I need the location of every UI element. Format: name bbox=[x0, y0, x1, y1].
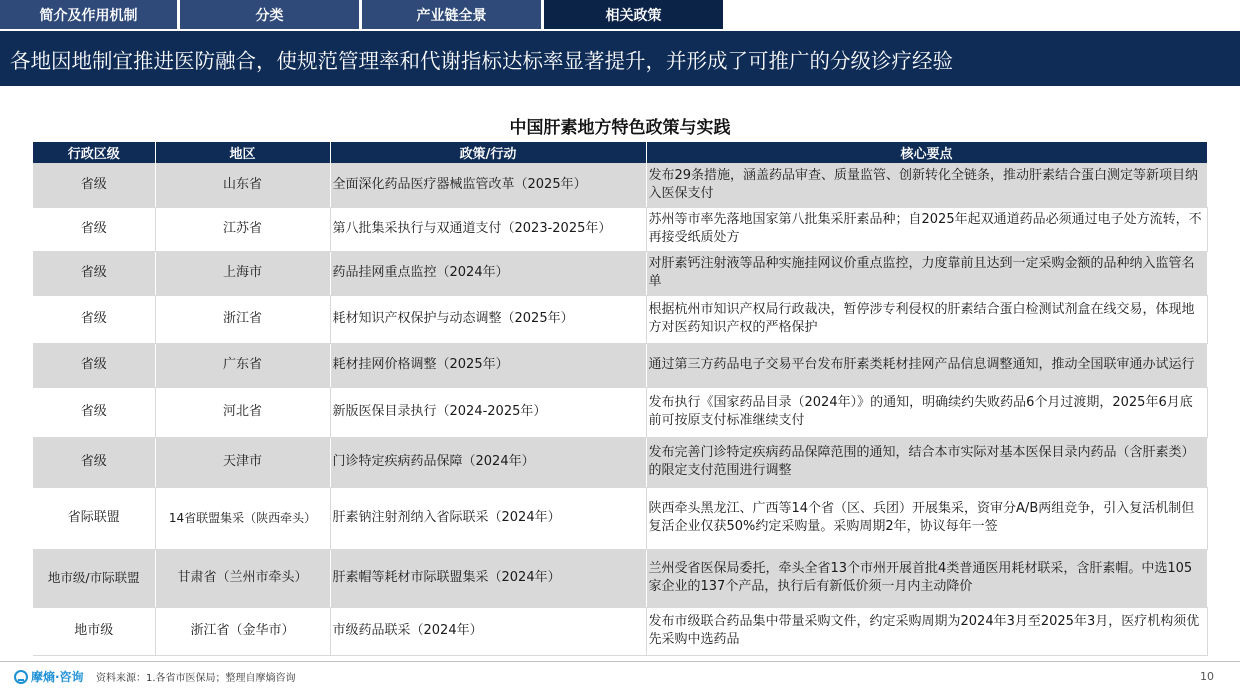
cell-level: 省级 bbox=[33, 387, 155, 437]
header-level: 行政区级 bbox=[33, 142, 155, 163]
source-note: 资料来源：1.各省市医保局；整理自摩熵咨询 bbox=[96, 673, 296, 684]
cell-policy: 全面深化药品医疗器械监管改革（2025年） bbox=[330, 163, 646, 207]
cell-policy: 耗材知识产权保护与动态调整（2025年） bbox=[330, 295, 646, 343]
cell-policy: 新版医保目录执行（2024-2025年） bbox=[330, 387, 646, 437]
tab-industry-chain[interactable]: 产业链全景 bbox=[362, 0, 541, 29]
cell-region: 广东省 bbox=[155, 343, 330, 387]
cell-level: 省级 bbox=[33, 343, 155, 387]
table-row bbox=[33, 387, 1207, 437]
cell-level: 地市级 bbox=[33, 607, 155, 655]
cell-key-points: 陕西牵头黑龙江、广西等14个省（区、兵团）开展集采，资审分A/B两组竞争，引入复活机制但复活企业仅获50%约定采购量。采购周期2年，协议每年一签 bbox=[646, 487, 1207, 549]
cell-key-points: 通过第三方药品电子交易平台发布肝素类耗材挂网产品信息调整通知，推动全国联审通办试运行 bbox=[646, 343, 1207, 387]
tab-policy[interactable]: 相关政策 bbox=[544, 0, 723, 29]
cell-key-points: 对肝素钙注射液等品种实施挂网议价重点监控，力度靠前且达到一定采购金额的品种纳入监管名单 bbox=[646, 251, 1207, 295]
cell-key-points: 发布执行《国家药品目录（2024年）》的通知，明确续约失败药品6个月过渡期，2025年6月底前可按原支付标准继续支付 bbox=[646, 387, 1207, 437]
tab-classification[interactable]: 分类 bbox=[180, 0, 359, 29]
cell-key-points: 兰州受省医保局委托，牵头全省13个市州开展首批4类普通医用耗材联采，含肝素帽。中选105家企业的137个产品，执行后有新低价须一月内主动降价 bbox=[646, 549, 1207, 607]
cell-policy: 耗材挂网价格调整（2025年） bbox=[330, 343, 646, 387]
header-key-points: 核心要点 bbox=[646, 142, 1207, 163]
policy-table bbox=[33, 142, 1208, 656]
cell-policy: 肝素钠注射剂纳入省际联采（2024年） bbox=[330, 487, 646, 549]
brand-logo bbox=[14, 668, 84, 685]
cell-region: 浙江省 bbox=[155, 295, 330, 343]
cell-policy: 市级药品联采（2024年） bbox=[330, 607, 646, 655]
logo-text: 摩熵·咨询 bbox=[31, 670, 84, 684]
table-row bbox=[33, 487, 1207, 549]
cell-region: 上海市 bbox=[155, 251, 330, 295]
top-tabs bbox=[0, 0, 726, 29]
cell-key-points: 根据杭州市知识产权局行政裁决，暂停涉专利侵权的肝素结合蛋白检测试剂盒在线交易，体现地方对医药知识产权的严格保护 bbox=[646, 295, 1207, 343]
cell-policy: 药品挂网重点监控（2024年） bbox=[330, 251, 646, 295]
table-row bbox=[33, 549, 1207, 607]
table-row bbox=[33, 437, 1207, 487]
cell-region: 江苏省 bbox=[155, 207, 330, 251]
cell-key-points: 发布完善门诊特定疾病药品保障范围的通知，结合本市实际对基本医保目录内药品（含肝素类）的限定支付范围进行调整 bbox=[646, 437, 1207, 487]
table-row bbox=[33, 295, 1207, 343]
table-row bbox=[33, 251, 1207, 295]
logo-icon bbox=[14, 670, 28, 684]
cell-level: 省级 bbox=[33, 163, 155, 207]
table-title: 中国肝素地方特色政策与实践 bbox=[509, 118, 731, 138]
cell-policy: 第八批集采执行与双通道支付（2023-2025年） bbox=[330, 207, 646, 251]
cell-level: 地市级/市际联盟 bbox=[33, 549, 155, 607]
cell-region: 河北省 bbox=[155, 387, 330, 437]
cell-region: 甘肃省（兰州市牵头） bbox=[155, 549, 330, 607]
table-header-row bbox=[33, 142, 1207, 163]
footer-divider bbox=[0, 661, 1240, 662]
cell-level: 省级 bbox=[33, 207, 155, 251]
cell-policy: 肝素帽等耗材市际联盟集采（2024年） bbox=[330, 549, 646, 607]
cell-level: 省际联盟 bbox=[33, 487, 155, 549]
table-row bbox=[33, 207, 1207, 251]
header-region: 地区 bbox=[155, 142, 330, 163]
page-number: 10 bbox=[1200, 670, 1214, 683]
headline-banner: 各地因地制宜推进医防融合，使规范管理率和代谢指标达标率显著提升，并形成了可推广的分级诊疗经验 bbox=[0, 31, 1240, 86]
cell-region: 14省联盟集采（陕西牵头） bbox=[155, 487, 330, 549]
table-row bbox=[33, 607, 1207, 655]
cell-level: 省级 bbox=[33, 295, 155, 343]
cell-key-points: 发布29条措施，涵盖药品审查、质量监管、创新转化全链条，推动肝素结合蛋白测定等新项目纳入医保支付 bbox=[646, 163, 1207, 207]
header-policy: 政策/行动 bbox=[330, 142, 646, 163]
cell-key-points: 发布市级联合药品集中带量采购文件，约定采购周期为2024年3月至2025年3月，医疗机构须优先采购中选药品 bbox=[646, 607, 1207, 655]
cell-level: 省级 bbox=[33, 251, 155, 295]
cell-region: 山东省 bbox=[155, 163, 330, 207]
cell-region: 天津市 bbox=[155, 437, 330, 487]
table-row bbox=[33, 163, 1207, 207]
tab-intro[interactable]: 简介及作用机制 bbox=[0, 0, 177, 29]
cell-key-points: 苏州等市率先落地国家第八批集采肝素品种；自2025年起双通道药品必须通过电子处方流转，不再接受纸质处方 bbox=[646, 207, 1207, 251]
cell-level: 省级 bbox=[33, 437, 155, 487]
cell-policy: 门诊特定疾病药品保障（2024年） bbox=[330, 437, 646, 487]
cell-region: 浙江省（金华市） bbox=[155, 607, 330, 655]
table-row bbox=[33, 343, 1207, 387]
